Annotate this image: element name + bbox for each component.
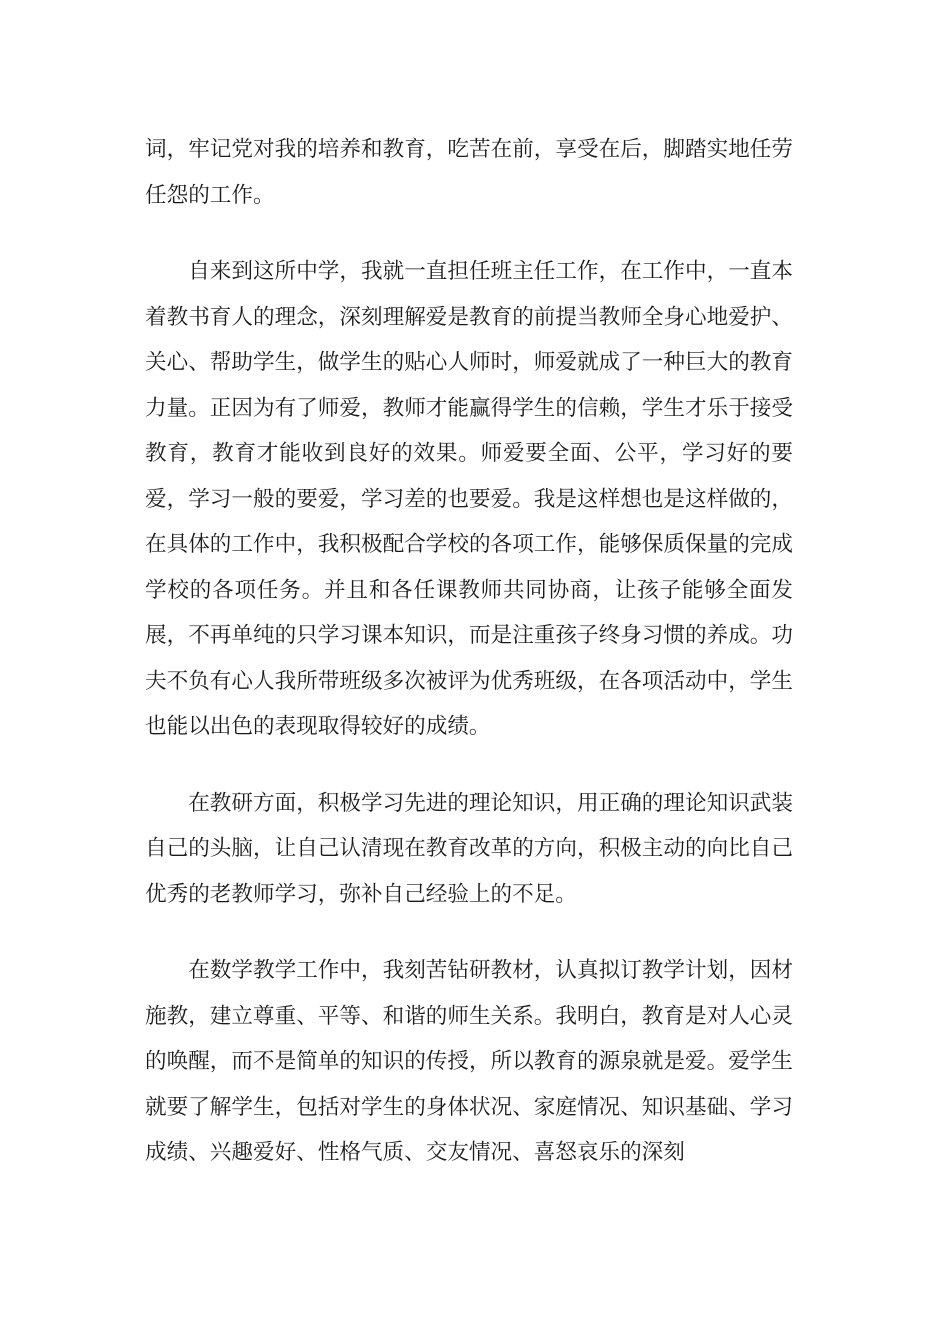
paragraph-2: 自来到这所中学，我就一直担任班主任工作，在工作中，一直本着教书育人的理念，深刻理解爱是教育的前提当教师全身心地爱护、关心、帮助学生，做学生的贴心人师时，师爱就成了一种巨大的教育力量。正因为有了师爱，教师才能赢得学生的信赖，学生才乐于接受教育，教育才能收到良好的效果。师爱要全面、公平，学习好的要爱，学习一般的要爱，学习差的也要爱。我是这样想也是这样做的，在具体的工作中，我积极配合学校的各项工作，能够保质保量的完成学校的各项任务。并且和各任课教师共同协商，让孩子能够全面发展，不再单纯的只学习课本知识，而是注重孩子终身习惯的养成。功夫不负有心人我所带班级多次被评为优秀班级，在各项活动中，学生也能以出色的表现取得较好的成绩。 xyxy=(145,259,793,739)
paragraph-spacer xyxy=(145,750,793,781)
paragraph-spacer xyxy=(145,917,793,948)
paragraph-4: 在数学教学工作中，我刻苦钻研教材，认真拟订教学计划，因材施教，建立尊重、平等、和谐的师生关系。我明白，教育是对人心灵的唤醒，而不是简单的知识的传授，所以教育的源泉就是爱。爱学生就要了解学生，包括对学生的身体状况、家庭情况、知识基础、学习成绩、兴趣爱好、性格气质、交友情况、喜怒哀乐的深刻 xyxy=(145,958,793,1165)
paragraph-1: 词，牢记党对我的培养和教育，吃苦在前，享受在后，脚踏实地任劳任怨的工作。 xyxy=(145,137,793,208)
document-page xyxy=(145,127,793,1176)
paragraph-spacer xyxy=(145,218,793,249)
paragraph-3: 在教研方面，积极学习先进的理论知识，用正确的理论知识武装自己的头脑，让自己认清现在教育改革的方向，积极主动的向比自己优秀的老教师学习，弥补自己经验上的不足。 xyxy=(145,790,793,907)
